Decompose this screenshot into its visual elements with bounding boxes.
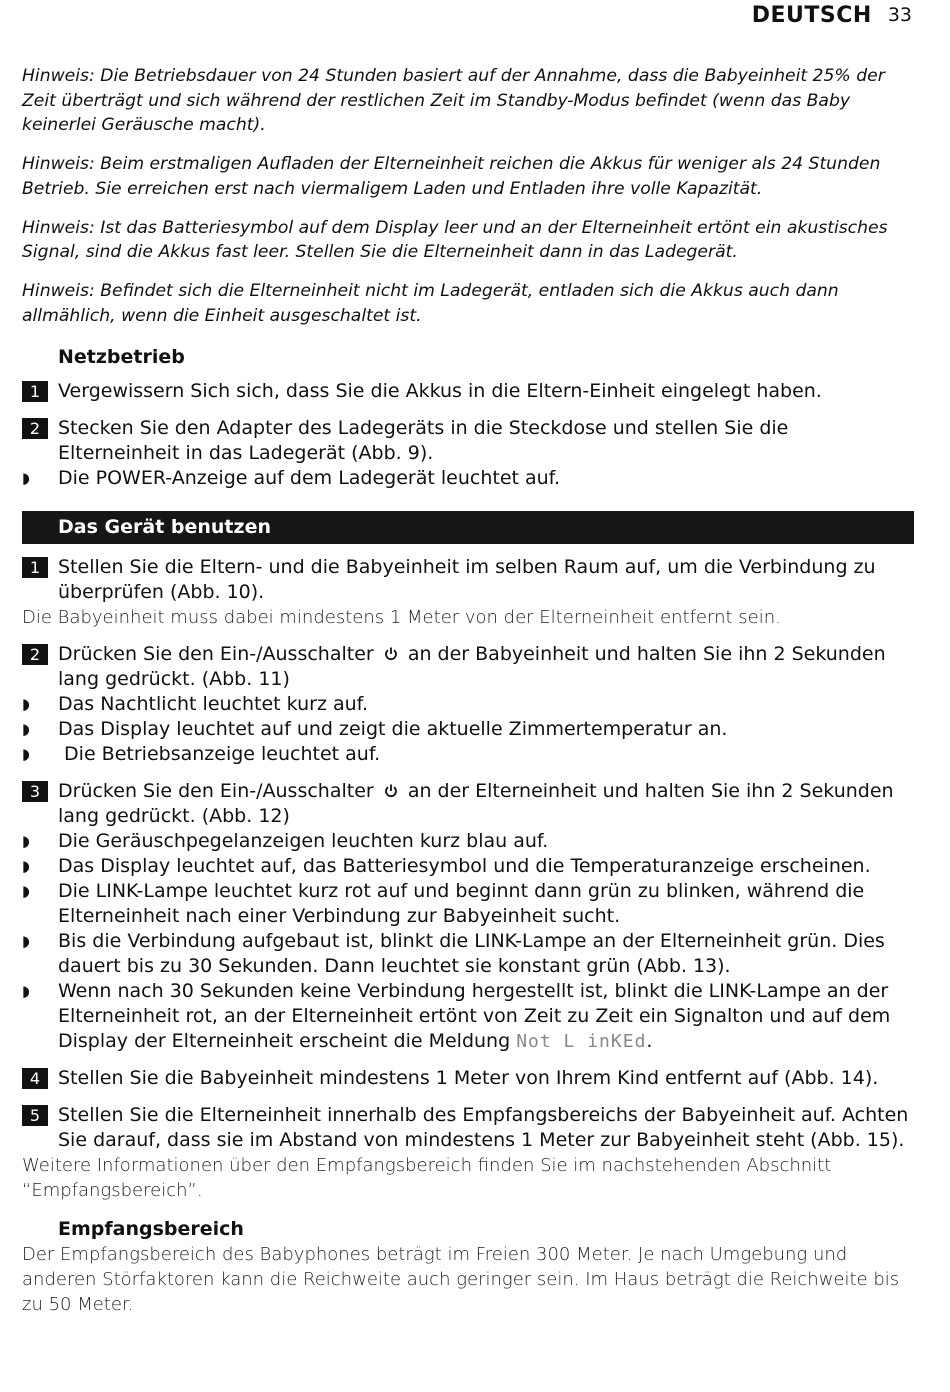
step-text: Stecken Sie den Adapter des Ladegeräts in die Steckdose und stellen Sie die Elterneinheit in das Ladegerät (Abb. 9). (58, 417, 789, 465)
use-step-1-note: Die Babyeinheit muss dabei mindestens 1 Meter von der Elterneinheit entfernt sein. (22, 607, 781, 629)
bullet-text: Das Nachtlicht leuchtet kurz auf. (58, 693, 368, 716)
step-number: 5 (22, 1105, 48, 1126)
netz-bullet-power (22, 466, 914, 491)
bullet-text: Wenn nach 30 Sekunden keine Verbindung hergestellt ist, blinkt die LINK-Lampe an der Elterneinheit rot, an der Elterneinheit ertönt von Zeit zu Zeit ein Signalton und auf dem Display der Elterneinheit erscheint die Meldung (58, 980, 891, 1053)
step-number: 1 (22, 557, 48, 578)
power-icon (384, 643, 398, 657)
use-step-2 (22, 642, 914, 692)
use-step-3-bullet-1 (22, 829, 914, 854)
note-self-discharge: Hinweis: Befindet sich die Elterneinheit nicht im Ladegerät, entladen sich die Akkus auch dann allmählich, wenn die Einheit ausgeschaltet ist. (22, 280, 839, 326)
bullet-icon: ◗ (22, 745, 30, 764)
netz-step-2 (22, 416, 914, 466)
bullet-icon: ◗ (22, 720, 30, 739)
use-step-3-bullet-2 (22, 854, 914, 879)
step-number: 1 (22, 381, 48, 402)
language-label: DEUTSCH (751, 2, 872, 28)
step-number: 2 (22, 644, 48, 665)
step-text: Stellen Sie die Eltern- und die Babyeinheit im selben Raum auf, um die Verbindung zu überprüfen (Abb. 10). (58, 556, 876, 604)
bullet-icon: ◗ (22, 695, 30, 714)
use-step-3-bullet-4 (22, 929, 914, 979)
note-operating-time: Hinweis: Die Betriebsdauer von 24 Stunden basiert auf der Annahme, dass die Babyeinheit 25% der Zeit überträgt und sich während der restlichen Zeit im Standby-Modus befindet (wenn das Baby keinerlei Geräusche macht). (22, 66, 885, 136)
step-text-a: Drücken Sie den Ein-/Ausschalter (58, 780, 374, 803)
use-step-2-bullet-3 (22, 742, 914, 767)
bullet-icon: ◗ (22, 982, 30, 1001)
bullet-text: Bis die Verbindung aufgebaut ist, blinkt die LINK-Lampe an der Elterneinheit grün. Dies dauert bis zu 30 Sekunden. Dann leuchtet sie konstant grün (Abb. 13). (58, 930, 885, 978)
step-text-b: an der Babyeinheit und halten Sie ihn 2 Sekunden lang gedrückt. (Abb. 11) (58, 643, 886, 691)
note-first-charge: Hinweis: Beim erstmaligen Aufladen der Elterneinheit reichen die Akkus für weniger als 24 Stunden Betrieb. Sie erreichen erst nach viermaligem Laden und Entladen ihre volle Kapazität. (22, 154, 881, 199)
bullet-icon: ◗ (22, 932, 30, 951)
bullet-icon: ◗ (22, 832, 30, 851)
bullet-icon: ◗ (22, 882, 30, 901)
use-step-4 (22, 1066, 914, 1091)
section-heading-benutzen: Das Gerät benutzen (22, 511, 914, 544)
manual-content (22, 64, 914, 1317)
heading-netzbetrieb: Netzbetrieb (58, 346, 185, 369)
use-step-1 (22, 555, 914, 605)
step-text: Vergewissern Sich sich, dass Sie die Akkus in die Eltern-Einheit eingelegt haben. (58, 380, 822, 403)
step-text: Stellen Sie die Elterneinheit innerhalb des Empfangsbereichs der Babyeinheit auf. Achten Sie darauf, dass sie im Abstand von mindestens 1 Meter zur Babyeinheit steht (Abb. 15). (58, 1104, 909, 1152)
use-step-3-bullet-5: ◗ Wenn nach 30 Sekunden keine Verbindung hergestellt ist, blinkt die LINK-Lampe an der Elterneinheit rot, an der Elterneinheit ertönt von Zeit zu Zeit ein Signalton und auf dem Display der Elterneinheit erscheint die Meldung Not L inKEd. (22, 980, 891, 1053)
use-step-3-bullet-3 (22, 879, 914, 929)
step-text-b: an der Elterneinheit und halten Sie ihn 2 Sekunden lang gedrückt. (Abb. 12) (58, 780, 894, 828)
use-step-5-note: Weitere Informationen über den Empfangsbereich finden Sie im nachstehenden Abschnitt “Empfangsbereich”. (22, 1155, 832, 1202)
bullet-text: Die POWER-Anzeige auf dem Ladegerät leuchtet auf. (58, 467, 561, 490)
bullet-text: Die Geräuschpegelanzeigen leuchten kurz blau auf. (58, 830, 549, 853)
note-battery-empty: Hinweis: Ist das Batteriesymbol auf dem Display leer und an der Elterneinheit ertönt ein akustisches Signal, sind die Akkus fast leer. Stellen Sie die Elterneinheit dann in das Ladegerät. (22, 217, 888, 263)
use-step-2-bullet-1 (22, 692, 914, 717)
step-text-a: Drücken Sie den Ein-/Ausschalter (58, 643, 374, 666)
use-step-2-bullet-2 (22, 717, 914, 742)
lcd-message: Not L inKEd (516, 1031, 647, 1053)
heading-empfangsbereich: Empfangsbereich (58, 1218, 244, 1241)
use-step-3 (22, 779, 914, 829)
bullet-text: Die LINK-Lampe leuchtet kurz rot auf und beginnt dann grün zu blinken, während die Elterneinheit nach einer Verbindung zur Babyeinheit sucht. (58, 880, 865, 928)
use-step-5 (22, 1103, 914, 1153)
bullet-text: Das Display leuchtet auf, das Batteriesymbol und die Temperaturanzeige erscheinen. (58, 855, 871, 878)
step-number: 2 (22, 418, 48, 439)
netz-step-1 (22, 379, 914, 404)
empfang-text: Der Empfangsbereich des Babyphones beträgt im Freien 300 Meter. Je nach Umgebung und anderen Störfaktoren kann die Reichweite auch geringer sein. Im Haus beträgt die Reichweite bis zu 50 Meter. (22, 1244, 900, 1316)
page-header (752, 0, 912, 30)
step-number: 3 (22, 781, 48, 802)
page-number: 33 (887, 4, 912, 26)
power-icon (384, 780, 398, 794)
bullet-icon: ◗ (22, 857, 30, 876)
bullet-icon: ◗ (22, 469, 30, 488)
step-text: Stellen Sie die Babyeinheit mindestens 1 Meter von Ihrem Kind entfernt auf (Abb. 14). (58, 1067, 879, 1090)
bullet-text: Das Display leuchtet auf und zeigt die aktuelle Zimmertemperatur an. (58, 718, 728, 741)
step-number: 4 (22, 1068, 48, 1089)
bullet-text: Die Betriebsanzeige leuchtet auf. (58, 743, 381, 766)
